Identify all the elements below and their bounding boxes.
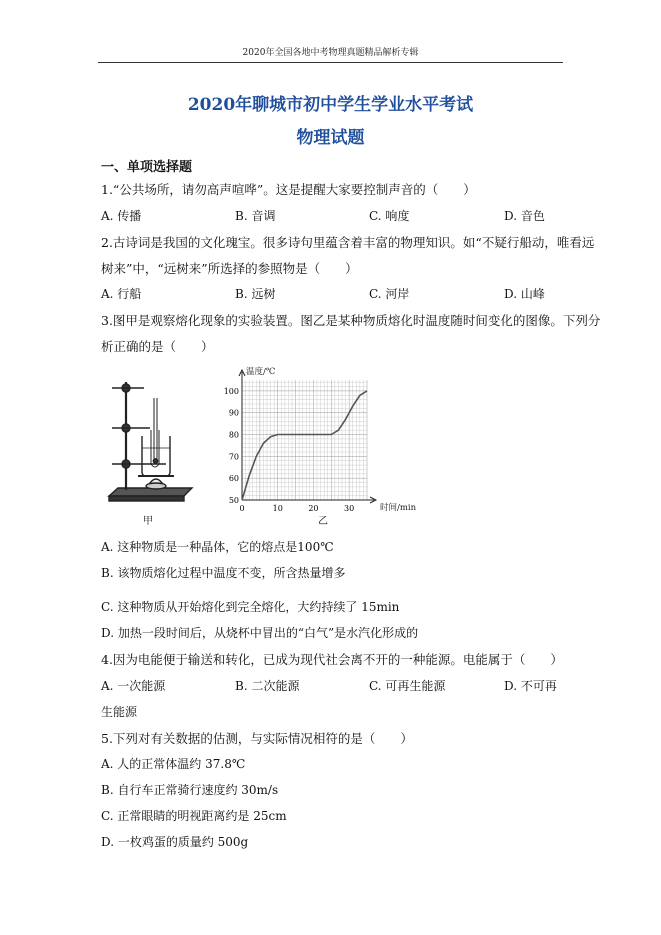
section-heading: 一、单项选择题 bbox=[101, 160, 193, 175]
q1-option-b[interactable]: B. 音调 bbox=[235, 209, 276, 223]
melting-apparatus-figure bbox=[104, 368, 199, 528]
y-tick-label: 60 bbox=[228, 474, 239, 484]
question-2-stem-line2: 树来”中，“远树来”所选择的参照物是（ ） bbox=[101, 261, 358, 276]
q4-option-c[interactable]: C. 可再生能源 bbox=[369, 679, 446, 693]
q3-option-d[interactable]: D. 加热一段时间后，从烧杯中冒出的“白气”是水汽化形成的 bbox=[101, 626, 419, 640]
exam-subtitle: 物理试题 bbox=[296, 128, 365, 148]
q4-option-b[interactable]: B. 二次能源 bbox=[235, 679, 300, 693]
figure-jia-label: 甲 bbox=[143, 516, 153, 527]
q2-option-b[interactable]: B. 远树 bbox=[235, 287, 276, 301]
q5-option-d[interactable]: D. 一枚鸡蛋的质量约 500g bbox=[101, 835, 249, 849]
exam-title: 2020年聊城市初中学生学业水平考试 bbox=[187, 95, 474, 115]
melting-curve-chart bbox=[222, 362, 430, 526]
question-4-stem: 4.因为电能便于输送和转化，已成为现代社会离不开的一种能源。电能属于（ ） bbox=[101, 652, 563, 667]
q2-option-c[interactable]: C. 河岸 bbox=[369, 287, 410, 301]
figure-yi-label: 乙 bbox=[318, 516, 328, 527]
question-3-stem-line2: 析正确的是（ ） bbox=[101, 339, 214, 354]
y-tick-label: 100 bbox=[223, 386, 239, 396]
q1-option-a[interactable]: A. 传播 bbox=[101, 209, 142, 223]
question-3-stem-line1: 3.图甲是观察熔化现象的实验装置。图乙是某种物质熔化时温度随时间变化的图像。下列分 bbox=[101, 313, 601, 328]
q2-option-a[interactable]: A. 行船 bbox=[101, 287, 142, 301]
q1-option-c[interactable]: C. 响度 bbox=[369, 209, 410, 223]
q4-option-d[interactable]: D. 不可再 bbox=[504, 679, 557, 693]
y-axis-label: 温度/℃ bbox=[246, 367, 276, 377]
x-tick-label: 0 bbox=[239, 504, 245, 513]
q4-option-d-wrap: 生能源 bbox=[101, 705, 138, 719]
q2-option-d[interactable]: D. 山峰 bbox=[504, 287, 545, 301]
q4-option-a[interactable]: A. 一次能源 bbox=[101, 679, 166, 693]
x-axis-label: 时间/min bbox=[380, 503, 417, 513]
temperature-curve bbox=[242, 391, 367, 500]
q5-option-a[interactable]: A. 人的正常体温约 37.8℃ bbox=[101, 757, 246, 771]
question-5-stem: 5.下列对有关数据的估测，与实际情况相符的是（ ） bbox=[101, 731, 413, 746]
y-tick-label: 50 bbox=[228, 496, 239, 505]
q3-option-c[interactable]: C. 这种物质从开始熔化到完全熔化，大约持续了 15min bbox=[101, 600, 400, 614]
q5-option-b[interactable]: B. 自行车正常骑行速度约 30m/s bbox=[101, 783, 279, 797]
x-tick-label: 30 bbox=[344, 504, 355, 513]
x-tick-label: 20 bbox=[308, 504, 319, 513]
question-2-stem-line1: 2.古诗词是我国的文化瑰宝。很多诗句里蕴含着丰富的物理知识。如“不疑行船动，唯看远 bbox=[101, 235, 595, 250]
y-tick-label: 70 bbox=[228, 452, 239, 462]
q3-option-a[interactable]: A. 这种物质是一种晶体，它的熔点是100℃ bbox=[101, 540, 334, 554]
y-tick-label: 80 bbox=[228, 430, 239, 440]
running-header: 2020年全国各地中考物理真题精品解析专辑 bbox=[242, 48, 419, 58]
y-tick-label: 90 bbox=[228, 408, 239, 418]
question-1-stem: 1.“公共场所，请勿高声喧哗”。这是提醒大家要控制声音的（ ） bbox=[101, 182, 476, 197]
x-tick-label: 10 bbox=[272, 504, 283, 513]
q5-option-c[interactable]: C. 正常眼睛的明视距离约是 25cm bbox=[101, 809, 287, 823]
header-rule bbox=[98, 62, 563, 63]
q1-option-d[interactable]: D. 音色 bbox=[504, 209, 545, 223]
q3-option-b[interactable]: B. 该物质熔化过程中温度不变，所含热量增多 bbox=[101, 566, 346, 580]
